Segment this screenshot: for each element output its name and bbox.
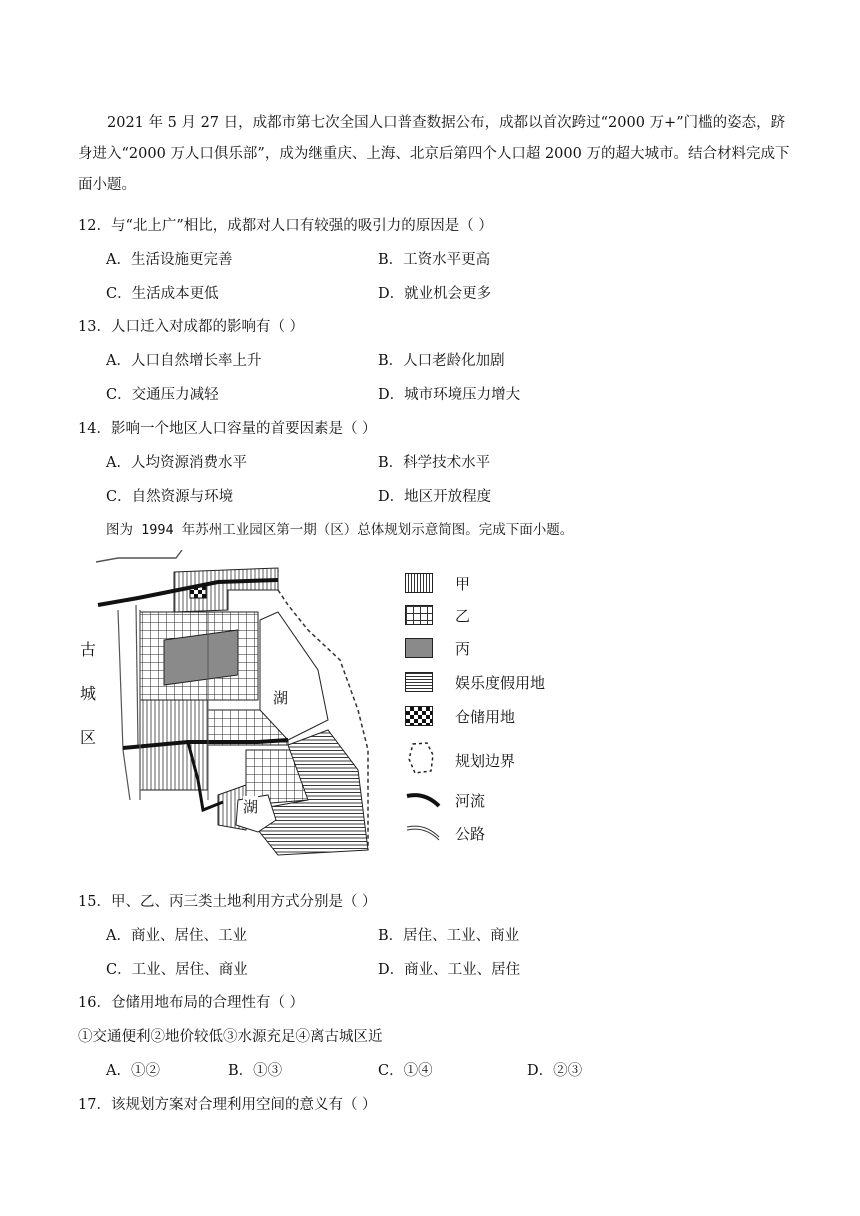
question-14-stem: 14．影响一个地区人口容量的首要因素是（ ） bbox=[78, 421, 377, 437]
q14-option-b[interactable]: B．科学技术水平 bbox=[378, 455, 491, 471]
question-17-stem: 17．该规划方案对合理利用空间的意义有（ ） bbox=[78, 1097, 377, 1113]
q14-option-c[interactable]: C．自然资源与环境 bbox=[106, 489, 234, 505]
old-city-char-1: 古 bbox=[80, 640, 97, 659]
q13-option-b[interactable]: B．人口老龄化加剧 bbox=[378, 353, 505, 369]
q15-option-d[interactable]: D．商业、工业、居住 bbox=[378, 962, 521, 978]
question-12-stem: 12．与“北上广”相比，成都对人口有较强的吸引力的原因是（ ） bbox=[78, 218, 493, 234]
legend-jia-label: 甲 bbox=[455, 575, 471, 593]
legend-cangchu-label: 仓储用地 bbox=[455, 708, 516, 726]
q16-option-d[interactable]: D．②③ bbox=[527, 1063, 583, 1079]
legend-jia-swatch bbox=[405, 573, 433, 593]
legend-gonglu-swatch bbox=[405, 823, 445, 845]
q12-option-c[interactable]: C．生活成本更低 bbox=[106, 286, 219, 302]
legend-heliu-label: 河流 bbox=[455, 792, 486, 810]
q12-option-d[interactable]: D．就业机会更多 bbox=[378, 286, 492, 302]
legend-bianjie-swatch bbox=[405, 741, 435, 775]
q15-option-a[interactable]: A．商业、居住、工业 bbox=[106, 928, 247, 944]
legend-heliu-swatch bbox=[405, 790, 445, 812]
legend-cangchu-swatch bbox=[405, 706, 433, 726]
lake-label-1: 湖 bbox=[273, 689, 289, 707]
q13-option-a[interactable]: A．人口自然增长率上升 bbox=[106, 353, 262, 369]
legend-bianjie-label: 规划边界 bbox=[455, 752, 516, 770]
map-figure bbox=[78, 550, 378, 870]
q13-option-d[interactable]: D．城市环境压力增大 bbox=[378, 387, 521, 403]
q14-option-a[interactable]: A．人均资源消费水平 bbox=[106, 455, 247, 471]
old-city-char-3: 区 bbox=[80, 728, 97, 747]
q15-option-c[interactable]: C．工业、居住、商业 bbox=[106, 962, 248, 978]
q16-option-a[interactable]: A．①② bbox=[106, 1063, 160, 1079]
q12-option-b[interactable]: B．工资水平更高 bbox=[378, 252, 491, 268]
legend-yule-label: 娱乐度假用地 bbox=[455, 674, 546, 692]
q12-option-a[interactable]: A．生活设施更完善 bbox=[106, 252, 233, 268]
legend-yi-label: 乙 bbox=[455, 607, 471, 625]
q16-option-b[interactable]: B．①③ bbox=[228, 1063, 283, 1079]
old-city-char-2: 城 bbox=[80, 684, 97, 703]
question-13-stem: 13．人口迁入对成都的影响有（ ） bbox=[78, 319, 305, 335]
lake-label-2: 湖 bbox=[243, 798, 259, 816]
intro-paragraph: 2021 年 5 月 27 日，成都市第七次全国人口普查数据公布，成都以首次跨过“2000 万+”门槛的姿态，跻身进入“2000 万人口俱乐部”，成为继重庆、上海、北京后第四个人口超 2000 万的超大城市。结合材料完成下面小题。 bbox=[78, 115, 790, 193]
legend-gonglu-label: 公路 bbox=[455, 825, 486, 843]
legend-yule-swatch bbox=[405, 672, 433, 692]
figure-intro: 图为 1994 年苏州工业园区第一期（区）总体规划示意简图。完成下面小题。 bbox=[106, 522, 574, 538]
q13-option-c[interactable]: C．交通压力减轻 bbox=[106, 387, 219, 403]
q14-option-d[interactable]: D．地区开放程度 bbox=[378, 489, 492, 505]
legend-yi-swatch bbox=[405, 605, 433, 625]
question-16-stem: 16．仓储用地布局的合理性有（ ） bbox=[78, 995, 305, 1011]
legend-bing-swatch bbox=[405, 638, 433, 658]
q16-option-c[interactable]: C．①④ bbox=[378, 1063, 433, 1079]
question-16-items: ①交通便利②地价较低③水源充足④离古城区近 bbox=[78, 1029, 383, 1045]
q15-option-b[interactable]: B．居住、工业、商业 bbox=[378, 928, 520, 944]
map-svg bbox=[78, 550, 378, 870]
legend-bing-label: 丙 bbox=[455, 640, 471, 658]
question-15-stem: 15．甲、乙、丙三类土地利用方式分别是（ ） bbox=[78, 894, 377, 910]
